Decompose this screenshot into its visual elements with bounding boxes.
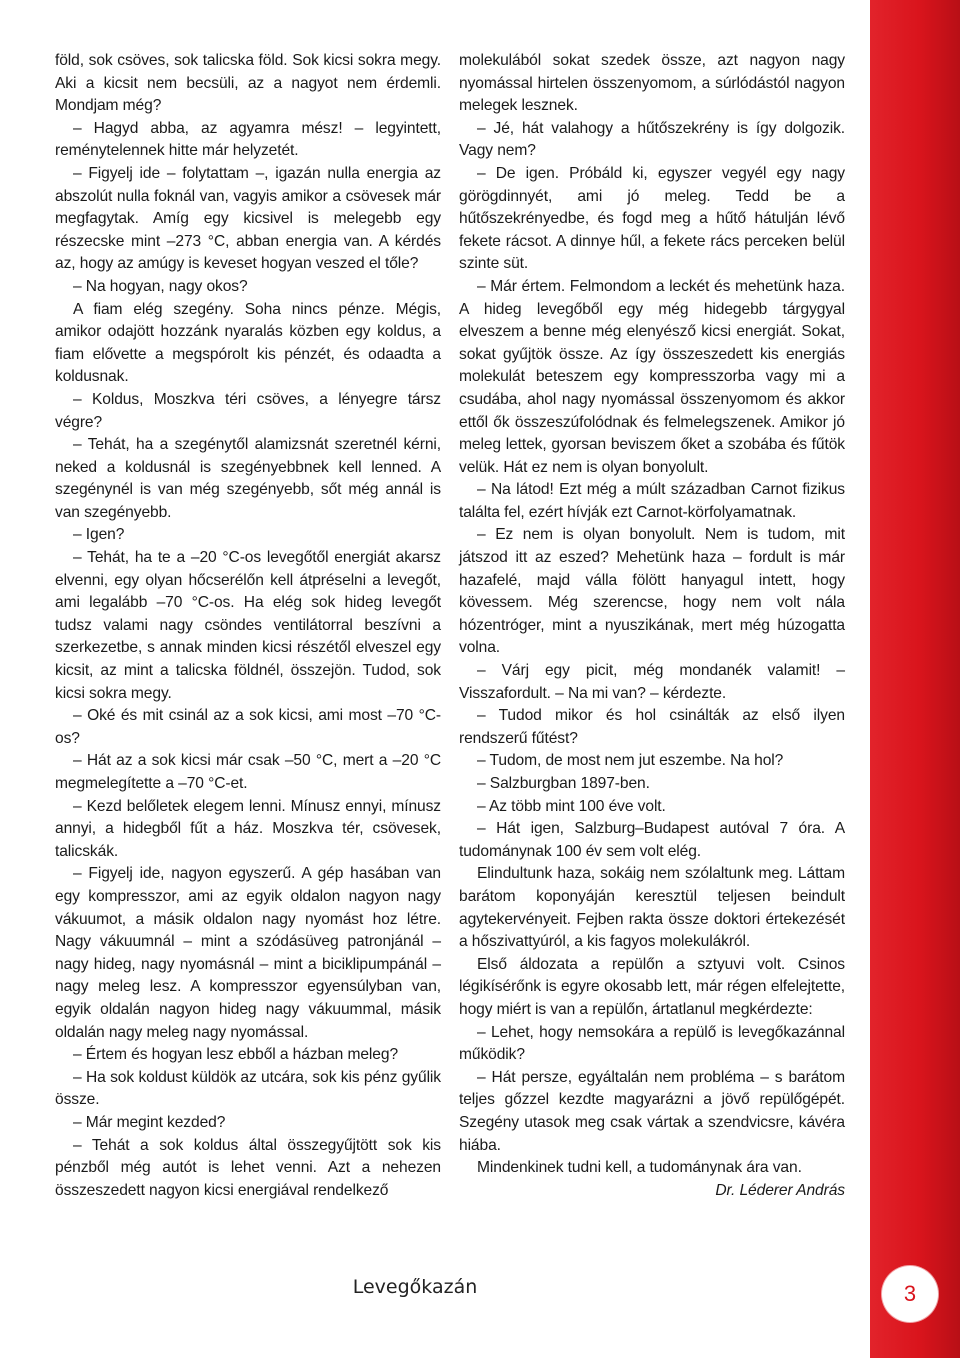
paragraph: – Hát igen, Salzburg–Budapest autóval 7 óra. A tudománynak 100 év sem volt elég.: [459, 820, 845, 860]
paragraph: – Figyelj ide, nagyon egyszerű. A gép hasában van egy kompresszor, ami az egyik oldalon nagyon nagy vákuumot, a másik oldalon nagy nyomást hoz létre. Nagy vákuumnál – mint a szódásüveg patronjánál – nagy hideg, nagy nyomásnál – mint a biciklipumpánál – nagy meleg lesz. A kompresszor egyensúlyban van, egyik oldalán nagyon hideg nagy vákuummal, másik oldalán nagy meleg nagy nyomással.: [55, 865, 441, 1041]
paragraph: föld, sok csöves, sok talicska föld. Sok kicsi sokra megy. Aki a kicsit nem becsüli, az a nagyot nem érdemli. Mondjam még?: [55, 52, 441, 115]
paragraph: – Már megint kezded?: [73, 1113, 226, 1131]
paragraph: – Salzburgban 1897-ben.: [477, 775, 650, 792]
paragraph: – Tehát, ha a szegénytől alamizsnát szeretnél kérni, neked a koldusnál is szegényebbnek kell lenned. A szegénynél is van még szegényebb, sőt még annál is van szegényebb.: [55, 436, 441, 521]
paragraph: – Értem és hogyan lesz ebből a házban meleg?: [73, 1046, 399, 1064]
running-footer-title: Levegőkazán: [352, 1276, 478, 1298]
page-number: 3: [903, 1281, 917, 1306]
author-signature: Dr. Léderer András: [715, 1181, 845, 1199]
paragraph: – Tehát a sok koldus által összegyűjtött sok kis pénzből még autót is lehet venni. Azt a nehezen összeszedett nagyon kicsi energiával rendelkező: [55, 1136, 441, 1199]
paragraph: – Várj egy picit, még mondanék valamit! – Visszafordult. – Na mi van? – kérdezte.: [459, 662, 845, 702]
paragraph: – Tudom, de most nem jut eszembe. Na hol?: [477, 752, 784, 770]
paragraph: Mindenkinek tudni kell, a tudománynak ára van.: [477, 1159, 802, 1177]
paragraph: Elindultunk haza, sokáig nem szólaltunk meg. Láttam barátom koponyáján keresztül teljesen beindult agytekervényeit. Fejben rakta össze doktori értekezését a hőszivattyúról, a kis fagyos molekulákról.: [459, 865, 845, 951]
paragraph: – Már értem. Felmondom a leckét és mehetünk haza. A hideg levegőből egy még hidegebb tárgygyal elveszem a benne még elenyésző kicsi energiát. Sokat, sokat gyűjtök össze. Az így összeszedett kis energiás molekulát beteszem egy kompresszorba vagy mi a csudába, ahol nagy nyomással összenyomom és akkor ettől ők összeszúfolódnak és felmelegszenek. Amikor jó meleg lettek, gyorsan beviszem őket a szobába és fűtök velük. Hát ez nem is olyan bonyolult.: [459, 277, 845, 476]
paragraph: – Kezd belőletek elegem lenni. Mínusz ennyi, mínusz annyi, a hidegből fűt a ház. Moszkva tér, csövesek, talicskák.: [55, 797, 441, 860]
page-number-badge: [882, 1266, 938, 1322]
paragraph: – Jé, hát valahogy a hűtőszekrény is így dolgozik. Vagy nem?: [459, 119, 845, 160]
paragraph: – Ez nem is olyan bonyolult. Nem is tudom, mit játszod itt az eszed? Mehetünk haza – fordult is már hazafelé, majd válla fölött hanyagul intett, hogy kövessem. Még szerencse, hogy nem volt nála hózentróger, mint a nyuszikának, mert még húzogatta volna.: [459, 526, 845, 657]
paragraph: – Lehet, hogy nemsokára a repülő is levegőkazánnal működik?: [459, 1023, 845, 1064]
red-side-bar: [870, 0, 960, 1358]
paragraph: – Na látod! Ezt még a múlt században Carnot fizikus találta fel, ezért hívják ezt Carnot-körfolyamatnak.: [459, 481, 845, 521]
paragraph: – Oké és mit csinál az a sok kicsi, ami most –70 °C-os?: [55, 707, 441, 747]
paragraph: – Hát az a sok kicsi már csak –50 °C, mert a –20 °C megmelegítette a –70 °C-et.: [55, 752, 441, 792]
paragraph: – Az több mint 100 éve volt.: [477, 797, 666, 815]
paragraph: – Tehát, ha te a –20 °C-os levegőtől energiát akarsz elvenni, egy olyan hőcserélőn kell átpréselni a levegőt, ami legalább –70 °C-os. Ha elég sok hideg levegőt tudsz valami nagy csöndes ventilátorral beszívni a szerkezetbe, s annak minden kicsi részétől elveszel egy kicsit, az mint a talicska földnél, összejön. Tudod, sok kicsi sokra megy.: [55, 549, 441, 702]
paragraph: Első áldozata a repülőn a sztyuvi volt. Csinos légikísérőnk is egyre okosabb lett, már régen elfelejtette, hogy miért is van a repülőn, ártatlanul megkérdezte:: [459, 955, 845, 1018]
paragraph: A fiam elég szegény. Soha nincs pénze. Mégis, amikor odajött hozzánk nyaralás közben egy koldus, a fiam elővette a megspórolt kis pénzét, és odaadta a koldusnak.: [55, 300, 441, 386]
paragraph: – Na hogyan, nagy okos?: [73, 277, 248, 295]
paragraph: – De igen. Próbáld ki, egyszer vegyél egy nagy görögdinnyét, ami jó meleg. Tedd be a hűtőszekrényedbe, és fogd meg a hűtő hátulján lévő fekete rácsot. A dinnye hűl, a fekete rács perceken belül szinte süt.: [459, 164, 845, 273]
paragraph: – Hagyd abba, az agyamra mész! – legyintett, reménytelennek hitte már helyzetét.: [55, 119, 441, 160]
paragraph: – Ha sok koldust küldök az utcára, sok kis pénz gyűlik össze.: [55, 1068, 441, 1109]
paragraph: – Koldus, Moszkva téri csöves, a lényegre társz végre?: [55, 390, 441, 431]
paragraph: molekulából sokat szedek össze, azt nagyon nagy nyomással hirtelen összenyomom, a súrlódástól nagyon melegek lesznek.: [459, 52, 845, 115]
paragraph: – Hát persze, egyáltalán nem probléma – s barátom teljes gőzzel kezdte magyarázni a jövő repülőgépét. Szegény utasok meg csak vártak a szendvicsre, kávéra hiába.: [459, 1068, 845, 1154]
paragraph: – Tudod mikor és hol csinálták az első ilyen rendszerű fűtést?: [459, 707, 845, 747]
article-column-left: [55, 50, 441, 1202]
article-column-right: [459, 50, 845, 1202]
paragraph: – Figyelj ide – folytattam –, igazán nulla energia az abszolút nulla foknál van, vagyis amikor a csövesek már megfagytak. Amíg egy kicsivel is melegebb egy részecske mint –273 °C, abban energia van. A kérdés az, hogy az amúgy is keveset hogyan veszed el tőle?: [55, 164, 441, 273]
paragraph: – Igen?: [73, 526, 125, 544]
